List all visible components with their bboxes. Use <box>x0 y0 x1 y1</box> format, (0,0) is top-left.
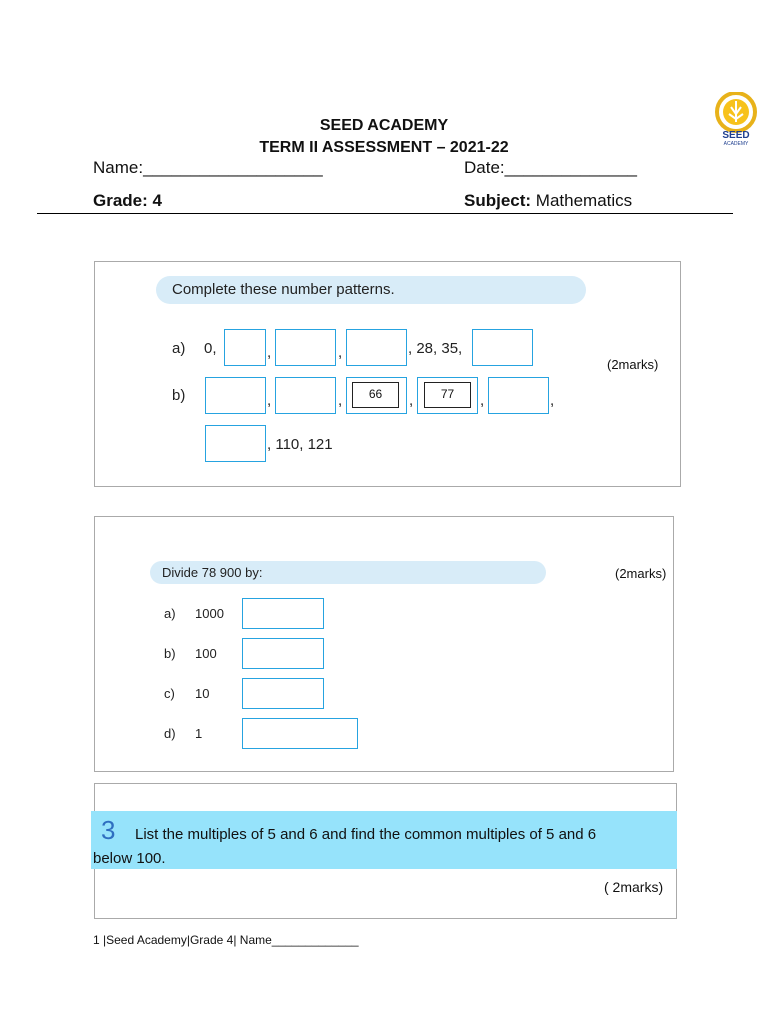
q1a-answer-box-3[interactable] <box>346 329 407 366</box>
subject-label: Subject: <box>464 191 532 210</box>
q2b-divisor: 100 <box>195 646 217 661</box>
q2-marks: (2marks) <box>615 566 667 581</box>
q2d-divisor: 1 <box>195 726 203 741</box>
q2b-label: b) <box>164 646 176 661</box>
date-field[interactable]: Date:______________ <box>464 158 637 177</box>
q1b-comma-2: , <box>338 392 343 409</box>
q1b-comma-3: , <box>409 392 414 409</box>
subject-field <box>464 191 632 211</box>
q2a-answer-box[interactable] <box>242 598 324 629</box>
q3-number: 3 <box>101 815 116 845</box>
q1b-label: b) <box>172 387 186 404</box>
q2c-label: c) <box>164 686 175 701</box>
grade-field <box>93 191 162 211</box>
q2c-divisor: 10 <box>195 686 210 701</box>
q1b-given-1: 66 <box>352 382 399 408</box>
q1a-comma-2: , <box>338 344 343 361</box>
name-field[interactable]: Name:___________________ <box>93 158 323 177</box>
header-divider <box>37 213 733 214</box>
question-2-box <box>94 516 674 772</box>
q1a-comma-1: , <box>267 344 272 361</box>
q1a-start: 0, <box>204 340 217 357</box>
grade-label: Grade <box>93 191 143 210</box>
q1b-comma-5: , <box>550 392 555 409</box>
q1a-answer-box-1[interactable] <box>224 329 266 366</box>
q1b-comma-1: , <box>267 392 272 409</box>
q1b-answer-box-2[interactable] <box>275 377 336 414</box>
q3-marks: ( 2marks) <box>604 879 664 895</box>
q1a-label: a) <box>172 340 186 357</box>
school-name: SEED ACADEMY <box>319 117 449 134</box>
q2d-label: d) <box>164 726 176 741</box>
q3-text-line-2: below 100. <box>93 850 166 867</box>
q1b-end: , 110, 121 <box>267 436 333 453</box>
q2d-answer-box[interactable] <box>242 718 358 749</box>
q1-marks: (2marks) <box>607 357 659 372</box>
q2c-answer-box[interactable] <box>242 678 324 709</box>
q2a-divisor: 1000 <box>195 606 224 621</box>
q1b-answer-box-4[interactable] <box>205 425 266 462</box>
q1a-mid: , 28, 35, <box>408 340 463 357</box>
q1b-answer-box-1[interactable] <box>205 377 266 414</box>
q2-prompt: Divide 78 900 by: <box>150 561 546 584</box>
q2a-label: a) <box>164 606 176 621</box>
q1a-answer-box-2[interactable] <box>275 329 336 366</box>
assessment-title: TERM II ASSESSMENT – 2021-22 <box>259 139 509 156</box>
svg-text:ACADEMY: ACADEMY <box>723 141 749 146</box>
svg-text:SEED: SEED <box>722 130 750 141</box>
q1b-answer-box-3[interactable] <box>488 377 549 414</box>
q2b-answer-box[interactable] <box>242 638 324 669</box>
grade-value: : 4 <box>142 191 162 210</box>
q3-text-line-1: List the multiples of 5 and 6 and find the common multiples of 5 and 6 <box>135 826 597 843</box>
q1b-given-2: 77 <box>424 382 471 408</box>
page-footer: 1 |Seed Academy|Grade 4| Name_____________ <box>93 933 359 947</box>
q1a-answer-box-4[interactable] <box>472 329 533 366</box>
q1b-comma-4: , <box>480 392 485 409</box>
subject-value: Mathematics <box>535 191 633 210</box>
q1-prompt: Complete these number patterns. <box>156 276 586 304</box>
